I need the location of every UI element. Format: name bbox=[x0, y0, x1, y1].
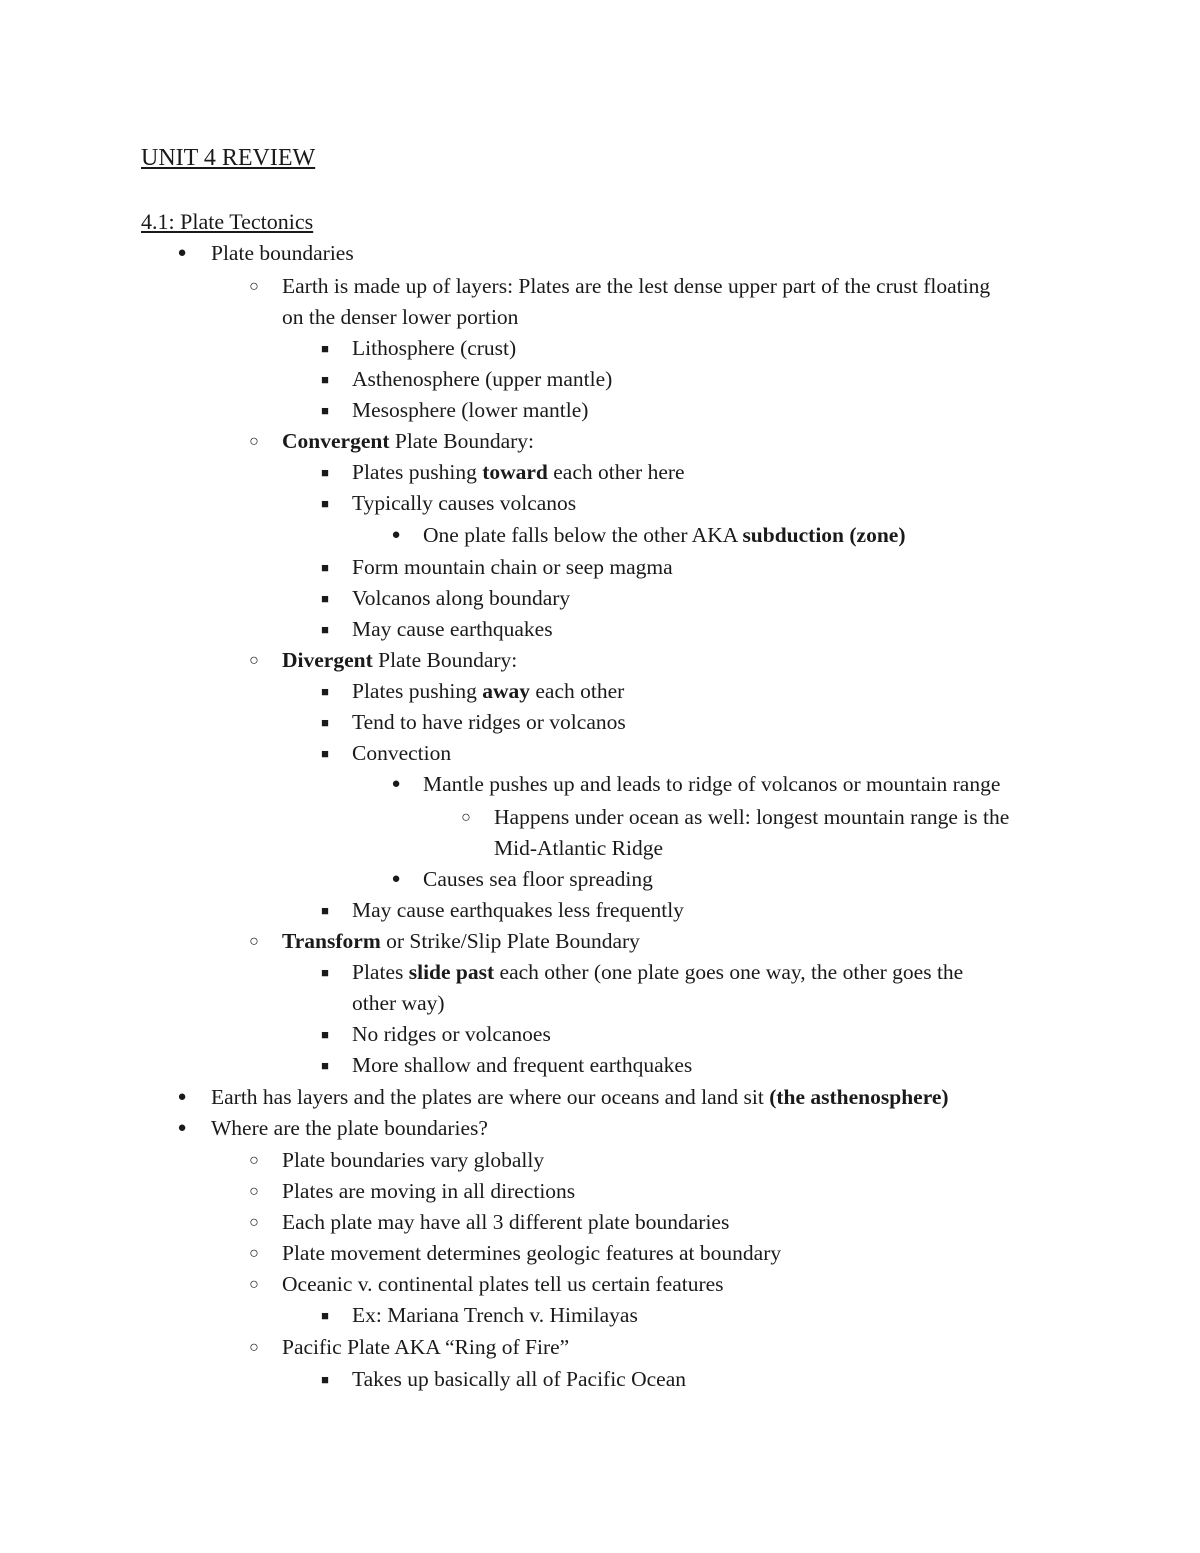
term-asthenosphere: (the asthenosphere) bbox=[769, 1085, 949, 1109]
square-bullet-icon: ■ bbox=[321, 465, 329, 480]
list-item: Convergent Plate Boundary: bbox=[282, 429, 534, 453]
list-item: Ex: Mariana Trench v. Himilayas bbox=[352, 1303, 638, 1327]
list-item: Mesosphere (lower mantle) bbox=[352, 398, 589, 422]
circle-bullet-icon: ○ bbox=[249, 1339, 259, 1356]
list-item: Plates slide past each other (one plate goes one way, the other goes the bbox=[352, 960, 964, 984]
list-item: Asthenosphere (upper mantle) bbox=[352, 367, 613, 391]
circle-bullet-icon: ○ bbox=[249, 1214, 259, 1231]
disc-bullet-icon: ● bbox=[391, 527, 401, 543]
list-item: Earth has layers and the plates are where our oceans and land sit (the asthenosphere) bbox=[211, 1085, 949, 1109]
list-item: Oceanic v. continental plates tell us certain features bbox=[282, 1272, 724, 1296]
square-bullet-icon: ■ bbox=[321, 1058, 329, 1073]
list-item: Plate movement determines geologic features at boundary bbox=[282, 1241, 782, 1265]
term-toward: toward bbox=[482, 460, 548, 484]
list-item: May cause earthquakes less frequently bbox=[352, 898, 684, 922]
term-convergent: Convergent bbox=[282, 429, 390, 453]
circle-bullet-icon: ○ bbox=[249, 433, 259, 450]
square-bullet-icon: ■ bbox=[321, 746, 329, 761]
square-bullet-icon: ■ bbox=[321, 496, 329, 511]
square-bullet-icon: ■ bbox=[321, 622, 329, 637]
list-item: One plate falls below the other AKA subduction (zone) bbox=[423, 523, 906, 547]
list-item: Pacific Plate AKA “Ring of Fire” bbox=[282, 1335, 570, 1359]
circle-bullet-icon: ○ bbox=[249, 1245, 259, 1262]
list-item: Volcanos along boundary bbox=[352, 586, 571, 610]
circle-bullet-icon: ○ bbox=[249, 1152, 259, 1169]
square-bullet-icon: ■ bbox=[321, 1372, 329, 1387]
term-slide-past: slide past bbox=[408, 960, 495, 984]
square-bullet-icon: ■ bbox=[321, 715, 329, 730]
list-item: May cause earthquakes bbox=[352, 617, 553, 641]
term-divergent: Divergent bbox=[282, 648, 373, 672]
list-item: Divergent Plate Boundary: bbox=[282, 648, 518, 672]
term-away: away bbox=[482, 679, 530, 703]
disc-bullet-icon: ● bbox=[177, 1089, 187, 1105]
square-bullet-icon: ■ bbox=[321, 684, 329, 699]
list-item: Plates pushing away each other bbox=[352, 679, 625, 703]
list-item: Where are the plate boundaries? bbox=[211, 1116, 488, 1140]
disc-bullet-icon: ● bbox=[177, 245, 187, 261]
list-item: Convection bbox=[352, 741, 452, 765]
disc-bullet-icon: ● bbox=[391, 776, 401, 792]
list-item: Plate boundaries vary globally bbox=[282, 1148, 545, 1172]
square-bullet-icon: ■ bbox=[321, 965, 329, 980]
list-item: Takes up basically all of Pacific Ocean bbox=[352, 1367, 686, 1391]
list-item: More shallow and frequent earthquakes bbox=[352, 1053, 693, 1077]
term-subduction: subduction (zone) bbox=[742, 523, 906, 547]
square-bullet-icon: ■ bbox=[321, 403, 329, 418]
list-item: Earth is made up of layers: Plates are the lest dense upper part of the crust floating bbox=[282, 274, 991, 298]
square-bullet-icon: ■ bbox=[321, 341, 329, 356]
page-title: UNIT 4 REVIEW bbox=[141, 145, 316, 171]
list-item: Each plate may have all 3 different plate boundaries bbox=[282, 1210, 730, 1234]
list-item: Form mountain chain or seep magma bbox=[352, 555, 673, 579]
circle-bullet-icon: ○ bbox=[461, 809, 471, 826]
list-item: Plates pushing toward each other here bbox=[352, 460, 685, 484]
list-item: Mantle pushes up and leads to ridge of volcanos or mountain range bbox=[423, 772, 1001, 796]
square-bullet-icon: ■ bbox=[321, 372, 329, 387]
circle-bullet-icon: ○ bbox=[249, 652, 259, 669]
list-item-continuation: Mid-Atlantic Ridge bbox=[494, 836, 663, 860]
disc-bullet-icon: ● bbox=[391, 871, 401, 887]
square-bullet-icon: ■ bbox=[321, 903, 329, 918]
list-item: Lithosphere (crust) bbox=[352, 336, 517, 360]
circle-bullet-icon: ○ bbox=[249, 1276, 259, 1293]
square-bullet-icon: ■ bbox=[321, 560, 329, 575]
list-item-continuation: other way) bbox=[352, 991, 445, 1015]
circle-bullet-icon: ○ bbox=[249, 1183, 259, 1200]
list-item-continuation: on the denser lower portion bbox=[282, 305, 519, 329]
list-item: Plates are moving in all directions bbox=[282, 1179, 576, 1203]
list-item: No ridges or volcanoes bbox=[352, 1022, 551, 1046]
square-bullet-icon: ■ bbox=[321, 591, 329, 606]
section-heading: 4.1: Plate Tectonics bbox=[141, 209, 314, 234]
circle-bullet-icon: ○ bbox=[249, 933, 259, 950]
square-bullet-icon: ■ bbox=[321, 1027, 329, 1042]
list-item: Transform or Strike/Slip Plate Boundary bbox=[282, 929, 640, 953]
term-transform: Transform bbox=[282, 929, 381, 953]
list-item: Plate boundaries bbox=[211, 241, 354, 265]
disc-bullet-icon: ● bbox=[177, 1120, 187, 1136]
list-item: Happens under ocean as well: longest mountain range is the bbox=[494, 805, 1010, 829]
list-item: Causes sea floor spreading bbox=[423, 867, 653, 891]
circle-bullet-icon: ○ bbox=[249, 278, 259, 295]
list-item: Typically causes volcanos bbox=[352, 491, 577, 515]
square-bullet-icon: ■ bbox=[321, 1308, 329, 1323]
list-item: Tend to have ridges or volcanos bbox=[352, 710, 626, 734]
